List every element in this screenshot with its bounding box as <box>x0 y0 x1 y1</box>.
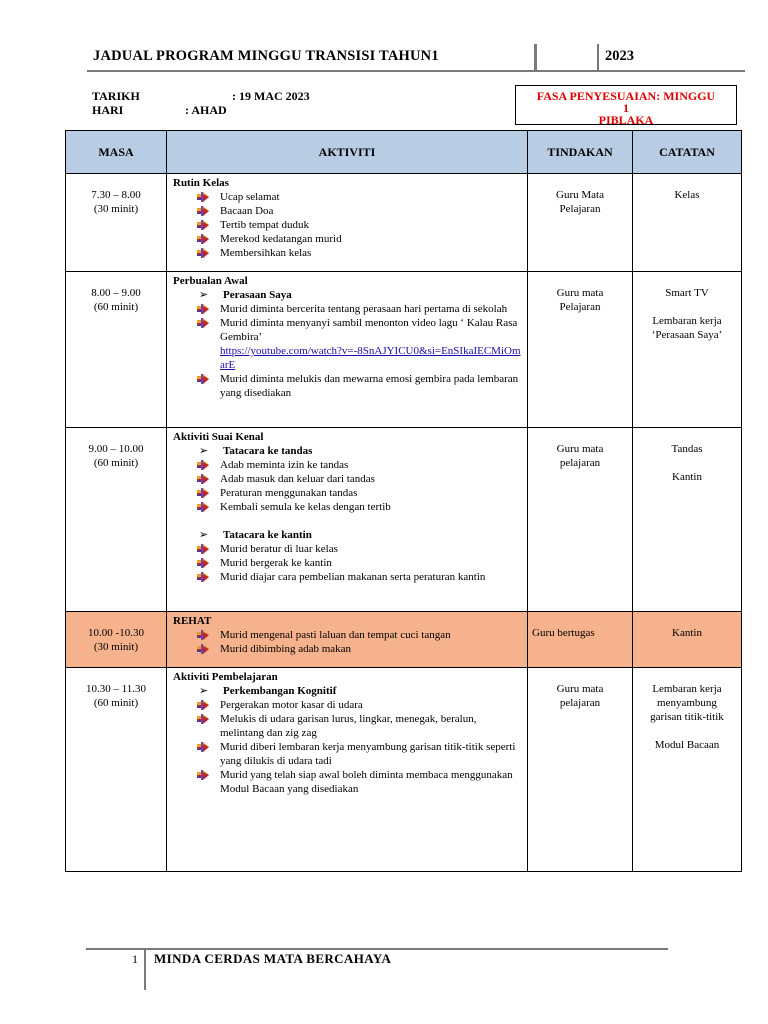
aktiviti-cell <box>167 272 528 428</box>
fasa-box <box>515 85 737 125</box>
catatan-text: Lembaran kerja <box>652 683 722 695</box>
section-title: Perbualan Awal <box>173 275 248 287</box>
subsection-title: ➢ Tatacara ke kantin <box>173 528 521 542</box>
catatan-text: Smart TV <box>665 287 709 299</box>
color-arrow-bullet-icon <box>197 644 209 654</box>
time-range: 9.00 – 10.00 <box>88 443 144 455</box>
catatan-text: Kantin <box>672 471 702 483</box>
color-arrow-bullet-icon <box>197 234 209 244</box>
tindakan-cell <box>528 428 633 612</box>
color-arrow-bullet-icon <box>197 318 209 328</box>
masa-cell <box>66 668 167 872</box>
list-item: Murid diminta menyanyi sambil menonton video lagu ‘ Kalau Rasa Gembira’ https://youtube.com/watch?v=-8SnAJYICU0&si=EnSIkaIECMiOmarE <box>220 316 521 372</box>
table-row <box>66 174 742 272</box>
masa-cell <box>66 272 167 428</box>
list-item: Murid diajar cara pembelian makanan serta peraturan kantin <box>220 570 521 584</box>
section-title: Rutin Kelas <box>173 177 229 189</box>
document-year: 2023 <box>605 48 634 64</box>
color-arrow-bullet-icon <box>197 192 209 202</box>
catatan-cell <box>633 428 742 612</box>
catatan-text: Lembaran kerja <box>652 315 722 327</box>
tindakan-text: pelajaran <box>559 697 601 709</box>
page-number: 1 <box>132 952 138 966</box>
table-header-row <box>66 131 742 174</box>
schedule-table <box>65 130 742 872</box>
table-row <box>66 668 742 872</box>
document-title: JADUAL PROGRAM MINGGU TRANSISI TAHUN1 <box>93 48 439 64</box>
page-header <box>87 44 747 72</box>
color-arrow-bullet-icon <box>197 700 209 710</box>
tindakan-text: Guru bertugas <box>532 627 595 639</box>
color-arrow-bullet-icon <box>197 770 209 780</box>
tindakan-text: Guru mata <box>556 683 604 695</box>
list-item: Murid beratur di luar kelas <box>220 542 521 556</box>
fasa-line: 1 <box>623 101 629 115</box>
color-arrow-bullet-icon <box>197 502 209 512</box>
table-row <box>66 428 742 612</box>
tarikh-value: : 19 MAC 2023 <box>232 89 310 103</box>
header-divider <box>534 44 537 72</box>
column-header-catatan: CATATAN <box>633 131 742 174</box>
list-item: Adab meminta izin ke tandas <box>220 458 521 472</box>
tindakan-text: pelajaran <box>559 457 601 469</box>
list-item: Murid diminta bercerita tentang perasaan hari pertama di sekolah <box>220 302 521 316</box>
catatan-cell <box>633 668 742 872</box>
fasa-line: FASA PENYESUAIAN: MINGGU <box>536 89 716 103</box>
time-range: 10.30 – 11.30 <box>85 683 147 695</box>
list-item: Melukis di udara garisan lurus, lingkar, menegak, beralun, melintang dan zig zag <box>220 712 521 740</box>
catatan-text: menyambung <box>657 697 717 709</box>
tindakan-text: Guru Mata <box>556 189 604 201</box>
footer-divider <box>144 948 146 990</box>
color-arrow-bullet-icon <box>197 544 209 554</box>
aktiviti-cell <box>167 428 528 612</box>
section-title: REHAT <box>173 615 212 627</box>
color-arrow-bullet-icon <box>197 220 209 230</box>
footer-rule <box>86 948 668 950</box>
column-header-masa: MASA <box>66 131 167 174</box>
list-item: Murid dibimbing adab makan <box>220 642 521 656</box>
hari-label: HARI <box>92 103 124 117</box>
list-item: Adab masuk dan keluar dari tandas <box>220 472 521 486</box>
tindakan-cell <box>528 174 633 272</box>
tindakan-text: Guru mata <box>556 443 604 455</box>
catatan-text: Tandas <box>671 443 703 455</box>
hari-value: : AHAD <box>185 103 227 117</box>
duration: (60 minit) <box>93 301 139 313</box>
aktiviti-cell <box>167 668 528 872</box>
color-arrow-bullet-icon <box>197 558 209 568</box>
list-item: Ucap selamat <box>220 190 521 204</box>
subsection-title: ➢ Perasaan Saya <box>173 288 521 302</box>
color-arrow-bullet-icon <box>197 714 209 724</box>
subsection-title: ➢ Tatacara ke tandas <box>173 444 521 458</box>
table-row <box>66 612 742 668</box>
color-arrow-bullet-icon <box>197 304 209 314</box>
color-arrow-bullet-icon <box>197 474 209 484</box>
aktiviti-cell <box>167 174 528 272</box>
list-item: Peraturan menggunakan tandas <box>220 486 521 500</box>
list-item: Murid bergerak ke kantin <box>220 556 521 570</box>
subsection-title: ➢ Perkembangan Kognitif <box>173 684 521 698</box>
section-title: Aktiviti Suai Kenal <box>173 431 264 443</box>
list-item: Murid diberi lembaran kerja menyambung garisan titik-titik seperti yang dilukis di udara tadi <box>220 740 521 768</box>
catatan-text: ‘Perasaan Saya’ <box>651 329 723 341</box>
time-range: 10.00 -10.30 <box>88 627 144 639</box>
catatan-cell <box>633 272 742 428</box>
list-item: Murid diminta melukis dan mewarna emosi gembira pada lembaran yang disediakan <box>220 372 521 400</box>
table-row <box>66 272 742 428</box>
duration: (60 minit) <box>93 697 139 709</box>
list-item: Tertib tempat duduk <box>220 218 521 232</box>
list-item: Pergerakan motor kasar di udara <box>220 698 521 712</box>
time-range: 8.00 – 9.00 <box>91 287 141 299</box>
column-header-tindakan: TINDAKAN <box>528 131 633 174</box>
list-item: Membersihkan kelas <box>220 246 521 260</box>
catatan-text: Kantin <box>672 627 702 639</box>
catatan-cell <box>633 612 742 668</box>
list-item: Merekod kedatangan murid <box>220 232 521 246</box>
list-item: Kembali semula ke kelas dengan tertib <box>220 500 521 514</box>
tindakan-cell <box>528 668 633 872</box>
footer-text: MINDA CERDAS MATA BERCAHAYA <box>154 951 392 966</box>
color-arrow-bullet-icon <box>197 572 209 582</box>
column-header-aktiviti: AKTIVITI <box>167 131 528 174</box>
aktiviti-cell <box>167 612 528 668</box>
masa-cell <box>66 174 167 272</box>
tindakan-cell <box>528 612 633 668</box>
header-divider <box>597 44 599 72</box>
color-arrow-bullet-icon <box>197 248 209 258</box>
time-range: 7.30 – 8.00 <box>91 189 141 201</box>
duration: (30 minit) <box>93 641 139 653</box>
tarikh-label: TARIKH <box>92 89 140 103</box>
color-arrow-bullet-icon <box>197 206 209 216</box>
duration: (60 minit) <box>93 457 139 469</box>
masa-cell <box>66 612 167 668</box>
list-item: Bacaan Doa <box>220 204 521 218</box>
catatan-text: Kelas <box>674 189 700 201</box>
catatan-text: Modul Bacaan <box>654 739 720 751</box>
fasa-line: PIBLAKA <box>598 113 654 125</box>
tindakan-text: Pelajaran <box>559 301 601 313</box>
section-title: Aktiviti Pembelajaran <box>173 671 278 683</box>
header-rule <box>87 70 745 72</box>
color-arrow-bullet-icon <box>197 488 209 498</box>
duration: (30 minit) <box>93 203 139 215</box>
youtube-link[interactable]: https://youtube.com/watch?v=-8SnAJYICU0&si=EnSIkaIECMiOmarE <box>220 345 521 371</box>
catatan-text: garisan titik-titik <box>650 711 724 723</box>
color-arrow-bullet-icon <box>197 374 209 384</box>
tindakan-cell <box>528 272 633 428</box>
masa-cell <box>66 428 167 612</box>
tindakan-text: Guru mata <box>556 287 604 299</box>
color-arrow-bullet-icon <box>197 630 209 640</box>
tindakan-text: Pelajaran <box>559 203 601 215</box>
catatan-cell <box>633 174 742 272</box>
page-footer <box>86 946 668 992</box>
color-arrow-bullet-icon <box>197 742 209 752</box>
list-item: Murid yang telah siap awal boleh diminta membaca menggunakan Modul Bacaan yang disediakan <box>220 768 521 796</box>
color-arrow-bullet-icon <box>197 460 209 470</box>
list-item: Murid mengenal pasti laluan dan tempat cuci tangan <box>220 628 521 642</box>
